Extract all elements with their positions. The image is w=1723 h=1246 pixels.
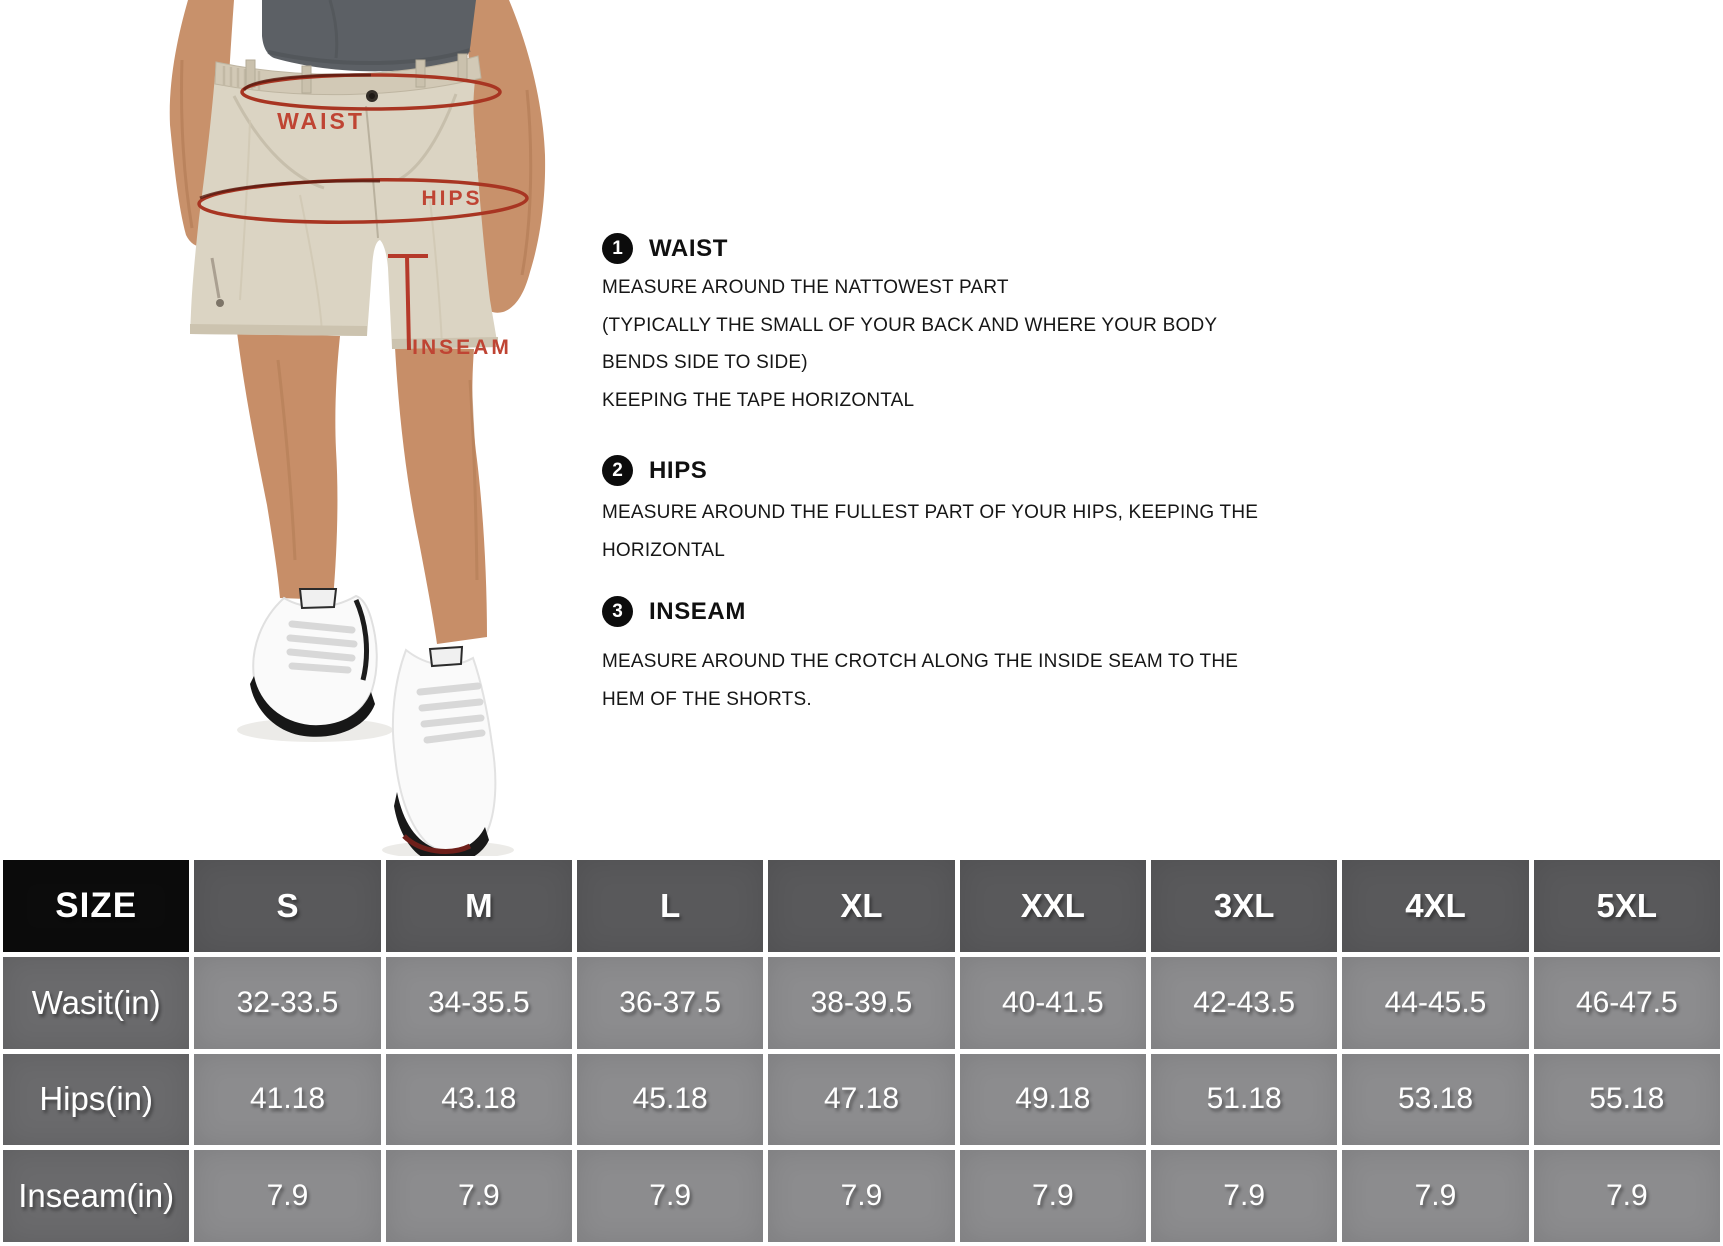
table-value-cell: 7.9 <box>386 1150 572 1242</box>
size-header-cell: M <box>386 860 572 952</box>
size-header-cell: S <box>194 860 380 952</box>
instruction-line: (TYPICALLY THE SMALL OF YOUR BACK AND WHERE YOUR BODY <box>602 314 1218 336</box>
size-header-cell: XL <box>768 860 954 952</box>
step-hips-title: HIPS <box>649 456 708 484</box>
step-hips-text <box>602 494 1382 569</box>
shorts-button <box>369 93 375 99</box>
size-header-cell: 5XL <box>1534 860 1720 952</box>
table-value-cell: 32-33.5 <box>194 957 380 1049</box>
step-inseam-heading <box>602 596 746 627</box>
table-value-cell: 7.9 <box>1342 1150 1528 1242</box>
model-figure <box>0 0 600 856</box>
hips-annotation-label: HIPS <box>421 187 483 210</box>
table-value-cell: 41.18 <box>194 1054 380 1146</box>
table-value-cell: 47.18 <box>768 1054 954 1146</box>
table-value-cell: 44-45.5 <box>1342 957 1528 1049</box>
waist-annotation-label: WAIST <box>277 108 365 134</box>
table-value-cell: 55.18 <box>1534 1054 1720 1146</box>
table-value-cell: 7.9 <box>768 1150 954 1242</box>
table-value-cell: 51.18 <box>1151 1054 1337 1146</box>
table-value-cell: 7.9 <box>1534 1150 1720 1242</box>
table-value-cell: 36-37.5 <box>577 957 763 1049</box>
size-header-cell: 3XL <box>1151 860 1337 952</box>
right-leg <box>395 347 487 644</box>
table-value-cell: 7.9 <box>960 1150 1146 1242</box>
row-label-hips: Hips(in) <box>3 1054 189 1146</box>
table-value-cell: 7.9 <box>194 1150 380 1242</box>
step-2-number-icon: 2 <box>602 455 633 486</box>
table-value-cell: 45.18 <box>577 1054 763 1146</box>
step-inseam-text <box>602 643 1382 718</box>
step-waist-title: WAIST <box>649 234 728 262</box>
step-waist-text <box>602 269 1382 419</box>
inseam-annotation-label: INSEAM <box>412 336 512 359</box>
instruction-line: MEASURE AROUND THE CROTCH ALONG THE INSIDE SEAM TO THE <box>602 651 1239 672</box>
instruction-line: BENDS SIDE TO SIDE) <box>602 352 808 373</box>
table-value-cell: 53.18 <box>1342 1054 1528 1146</box>
row-label-inseam: Inseam(in) <box>3 1150 189 1242</box>
step-inseam-title: INSEAM <box>649 597 746 625</box>
instruction-line: MEASURE AROUND THE NATTOWEST PART <box>602 277 1009 298</box>
size-header-cell: L <box>577 860 763 952</box>
shirt <box>262 0 476 71</box>
table-value-cell: 38-39.5 <box>768 957 954 1049</box>
table-value-cell: 49.18 <box>960 1054 1146 1146</box>
size-table-corner-cell: SIZE <box>3 860 189 952</box>
size-table <box>0 856 1723 1246</box>
size-header-cell: 4XL <box>1342 860 1528 952</box>
table-value-cell: 46-47.5 <box>1534 957 1720 1049</box>
table-value-cell: 42-43.5 <box>1151 957 1337 1049</box>
step-1-number-icon: 1 <box>602 233 633 264</box>
step-waist-heading <box>602 233 728 264</box>
instruction-line: HEM OF THE SHORTS. <box>602 688 812 710</box>
table-value-cell: 7.9 <box>1151 1150 1337 1242</box>
table-value-cell: 40-41.5 <box>960 957 1146 1049</box>
table-value-cell: 34-35.5 <box>386 957 572 1049</box>
table-value-cell: 7.9 <box>577 1150 763 1242</box>
right-shoe <box>393 647 495 856</box>
instruction-line: KEEPING THE TAPE HORIZONTAL <box>602 389 915 411</box>
table-value-cell: 43.18 <box>386 1054 572 1146</box>
step-3-number-icon: 3 <box>602 596 633 627</box>
size-header-cell: XXL <box>960 860 1146 952</box>
step-hips-heading <box>602 455 707 486</box>
instruction-line: MEASURE AROUND THE FULLEST PART OF YOUR HIPS, KEEPING THE <box>602 502 1259 523</box>
instruction-line: HORIZONTAL <box>602 539 726 561</box>
left-shoe <box>250 589 377 737</box>
zipper-pull <box>216 299 224 307</box>
row-label-waist: Wasit(in) <box>3 957 189 1049</box>
